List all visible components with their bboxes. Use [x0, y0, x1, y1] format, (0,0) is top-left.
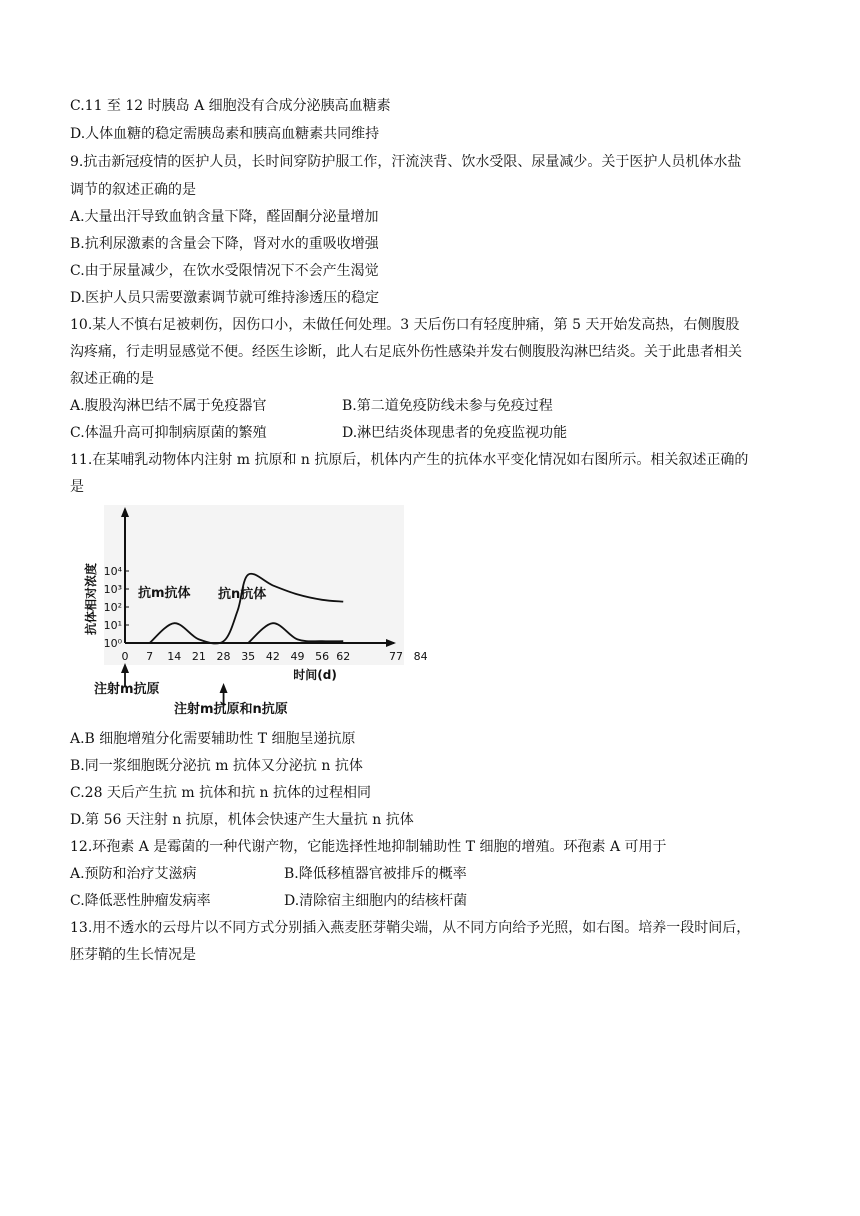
q10-stem-line3: 叙述正确的是: [70, 371, 154, 387]
x-tick-label: 77: [389, 650, 404, 663]
q8-option-c: C.11 至 12 时胰岛 A 细胞没有合成分泌胰高血糖素: [70, 98, 391, 114]
y-axis-label: 抗体相对浓度: [84, 562, 98, 635]
q10-option-c: C.体温升高可抑制病原菌的繁殖: [70, 425, 267, 441]
series-label-anti-n: 抗n抗体: [218, 587, 267, 602]
x-tick-label: 62: [336, 650, 351, 663]
chart-background: [104, 505, 404, 665]
annotation-inject-m: 注射m抗原: [94, 682, 160, 697]
q10-stem-line1: 10.某人不慎右足被刺伤，因伤口小，未做任何处理。3 天后伤口有轻度肿痛，第 5 天开始发高热，右侧腹股: [70, 317, 740, 333]
y-tick-label: 10⁴: [103, 565, 122, 578]
x-axis-label: 时间(d): [293, 668, 337, 682]
q10-option-b: B.第二道免疫防线未参与免疫过程: [342, 398, 553, 414]
injection-arrowhead-mn: [220, 683, 228, 693]
annotation-inject-mn: 注射m抗原和n抗原: [174, 702, 288, 717]
q10-option-d: D.淋巴结炎体现患者的免疫监视功能: [342, 425, 568, 441]
q10-stem-line2: 沟疼痛，行走明显感觉不便。经医生诊断，此人右足底外伤性感染并发右侧腹股沟淋巴结炎。关于此患者相关: [70, 344, 742, 360]
q9-option-b: B.抗利尿激素的含量会下降，肾对水的重吸收增强: [70, 236, 379, 252]
antibody-chart: [76, 505, 428, 717]
y-tick-label: 10³: [103, 583, 122, 596]
y-tick-label: 10⁰: [103, 637, 122, 650]
x-tick-label: 14: [167, 650, 182, 663]
x-tick-label: 42: [265, 650, 280, 663]
q9-option-d: D.医护人员只需要激素调节就可维持渗透压的稳定: [70, 290, 380, 306]
q9-stem-line2: 调节的叙述正确的是: [70, 182, 196, 198]
q9-stem-line1: 9.抗击新冠疫情的医护人员，长时间穿防护服工作，汗流浃背、饮水受限、尿量减少。关于医护人员机体水盐: [70, 154, 742, 170]
q11-stem-line2: 是: [70, 479, 84, 495]
x-tick-label: 56: [315, 650, 330, 663]
q11-stem-line1: 11.在某哺乳动物体内注射 m 抗原和 n 抗原后，机体内产生的抗体水平变化情况如右图所示。相关叙述正确的: [70, 452, 749, 468]
q13-stem-line1: 13.用不透水的云母片以不同方式分别插入燕麦胚芽鞘尖端，从不同方向给予光照，如右图。培养一段时间后，: [70, 920, 751, 936]
x-tick-label: 49: [290, 650, 305, 663]
x-tick-label: 0: [121, 650, 129, 663]
x-tick-label: 7: [146, 650, 154, 663]
q11-option-b: B.同一浆细胞既分泌抗 m 抗体又分泌抗 n 抗体: [70, 758, 363, 774]
x-tick-label: 28: [216, 650, 231, 663]
y-tick-label: 10²: [103, 601, 122, 614]
q12-option-b: B.降低移植器官被排斥的概率: [284, 866, 467, 882]
q8-option-d: D.人体血糖的稳定需胰岛素和胰高血糖素共同维持: [70, 126, 380, 142]
q13-stem-line2: 胚芽鞘的生长情况是: [70, 947, 196, 963]
x-tick-label: 21: [191, 650, 206, 663]
q11-option-a: A.B 细胞增殖分化需要辅助性 T 细胞呈递抗原: [70, 731, 356, 747]
q10-option-a: A.腹股沟淋巴结不属于免疫器官: [70, 398, 267, 414]
q11-option-c: C.28 天后产生抗 m 抗体和抗 n 抗体的过程相同: [70, 785, 372, 801]
q9-option-c: C.由于尿量减少，在饮水受限情况下不会产生渴觉: [70, 263, 379, 279]
q12-option-c: C.降低恶性肿瘤发病率: [70, 893, 211, 909]
series-label-anti-m: 抗m抗体: [138, 586, 191, 601]
q11-option-d: D.第 56 天注射 n 抗原，机体会快速产生大量抗 n 抗体: [70, 812, 414, 828]
q12-stem: 12.环孢素 A 是霉菌的一种代谢产物，它能选择性地抑制辅助性 T 细胞的增殖。环孢素 A 可用于: [70, 839, 667, 855]
q9-option-a: A.大量出汗导致血钠含量下降，醛固酮分泌量增加: [70, 209, 379, 225]
y-tick-label: 10¹: [103, 619, 122, 632]
x-tick-label: 84: [413, 650, 428, 663]
x-tick-label: 35: [241, 650, 256, 663]
q12-option-a: A.预防和治疗艾滋病: [70, 866, 197, 882]
q12-option-d: D.清除宿主细胞内的结核杆菌: [284, 893, 468, 909]
